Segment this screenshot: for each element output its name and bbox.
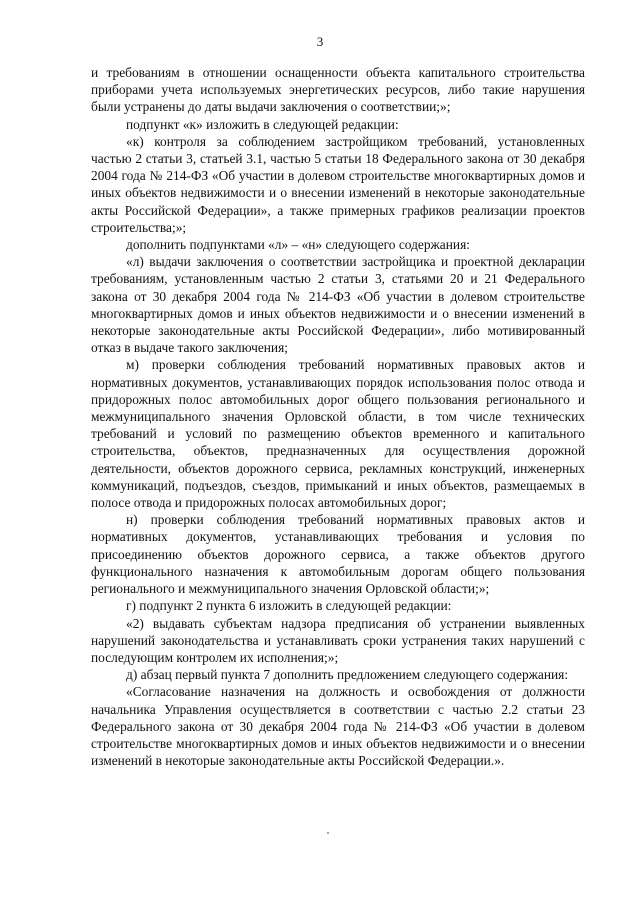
paragraph-9: «2) выдавать субъектам надзора предписания об устранении выявленных нарушений законодательства и устанавливать сроки устранения таких нарушений с последующим контролем их исполнения;»; (91, 615, 585, 665)
paragraph-1: и требованиям в отношении оснащенности объекта капитального строительства приборами учета используемых энергетических ресурсов, либо такие нарушения были устранены до даты выдачи заключения о соответствии;»; (91, 65, 585, 115)
paragraph-11: «Согласование назначения на должность и освобождения от должности начальника Управления осуществляется в соответствии с частью 2.2 статьи 23 Федерального закона от 30 декабря 2004 года № 214-ФЗ «Об участии в долевом строительстве многоквартирных домов и иных объектов недвижимости и о внесении изменений в некоторые законодательные акты Российской Федерации.». (91, 684, 585, 769)
scan-dot (327, 832, 329, 834)
paragraph-2: подпункт «к» изложить в следующей редакции: (126, 116, 399, 132)
paragraph-7: н) проверки соблюдения требований нормативных правовых актов и нормативных документов, устанавливающих требования и условия по присоединению объектов дорожного сервиса, а также объектов другого функционального назначения к автомобильным дорогам общего пользования регионального и межмуниципального значения Орловской области;»; (91, 512, 585, 597)
document-body (91, 64, 585, 769)
page-number: 3 (316, 34, 324, 49)
paragraph-6: м) проверки соблюдения требований нормативных правовых актов и нормативных документов, устанавливающих порядок использования полос отвода и придорожных полос автомобильных дорог общего пользования регионального и межмуниципального значения Орловской области, в том числе технических требований и условий по размещению объектов временного и капитального строительства, объектов, предназначенных для осуществления дорожной деятельности, объектов дорожного сервиса, рекламных конструкций, инженерных коммуникаций, подъездов, съездов, примыканий и иных объектов, размещаемых в полосе отвода и придорожных полосах автомобильных дорог; (91, 357, 585, 511)
paragraph-4: дополнить подпунктами «л» – «н» следующего содержания: (126, 237, 470, 253)
paragraph-5: «л) выдачи заключения о соответствии застройщика и проектной декларации требованиям, установленным частью 2 статьи 3, статьями 20 и 21 Федерального закона от 30 декабря 2004 года № 214-ФЗ «Об участии в долевом строительстве многоквартирных домов и иных объектов недвижимости и о внесении изменений в некоторые законодательные акты Российской Федерации», либо мотивированный отказ в выдаче такого заключения; (91, 254, 585, 356)
paragraph-3: «к) контроля за соблюдением застройщиком требований, установленных частью 2 статьи 3, статьей 3.1, частью 5 статьи 18 Федерального закона от 30 декабря 2004 года № 214-ФЗ «Об участии в долевом строительстве многоквартирных домов и иных объектов недвижимости и о внесении изменений в некоторые законодательные акты Российской Федерации», а также примерных графиков реализации проектов строительства;»; (91, 133, 585, 235)
paragraph-10: д) абзац первый пункта 7 дополнить предложением следующего содержания: (126, 667, 569, 683)
paragraph-8: г) подпункт 2 пункта 6 изложить в следующей редакции: (126, 598, 452, 614)
